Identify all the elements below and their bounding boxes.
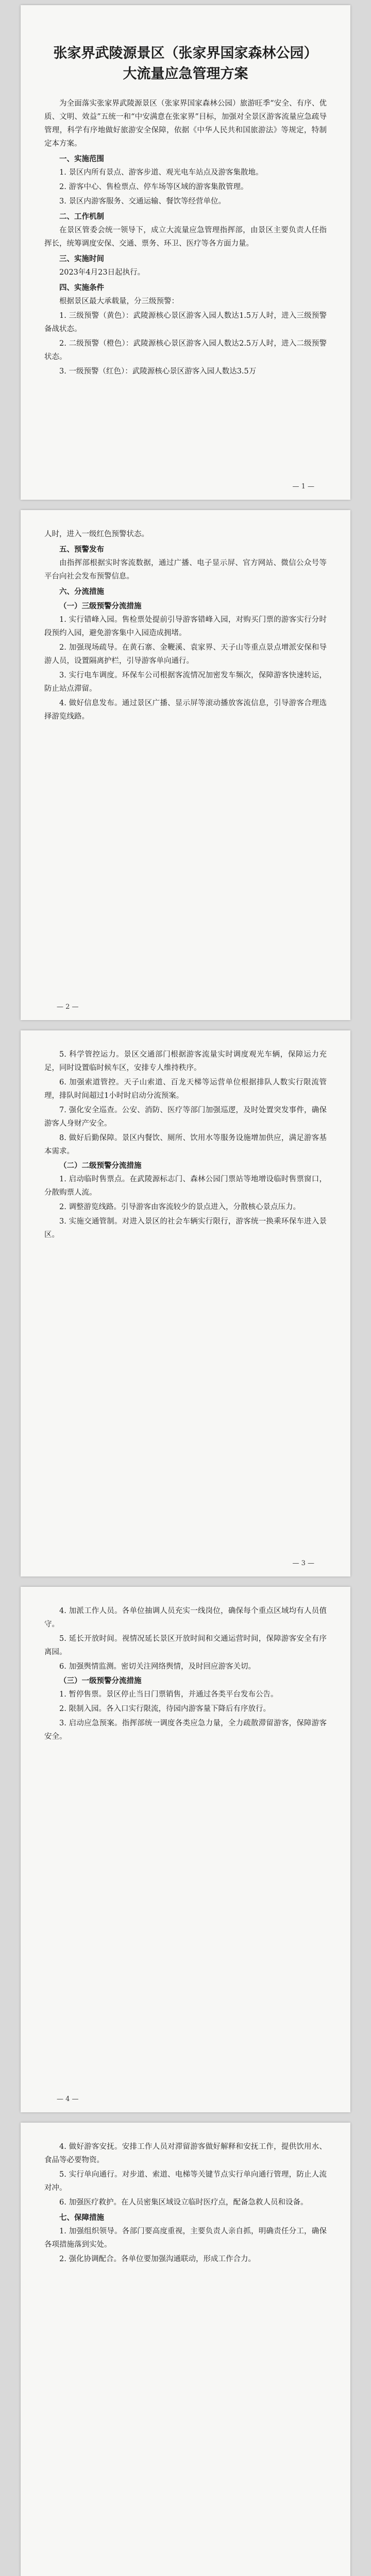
title-line-1: 张家界武陵源景区（张家界国家森林公园） (53, 45, 318, 61)
list-item: 3. 景区内游客服务、交通运输、餐饮等经营单位。 (59, 197, 226, 206)
time-paragraph: 2023年4月23日起执行。 (59, 268, 145, 277)
list-item: 6. 加强医疗救护。在人员密集区域设立临时医疗点，配备急救人员和设备。 (59, 2198, 308, 2207)
list-item: 4. 加派工作人员。各单位抽调人员充实一线岗位，确保每个重点区域均有人员值守。 (44, 1607, 327, 1629)
list-item: 1. 加强组织领导。各部门要高度重视，主要负责人亲自抓，明确责任分工，确保各项措施落到实处。 (44, 2227, 327, 2249)
list-item: 2. 调整游览线路。引导游客由客流较少的景点进入，分散核心景点压力。 (59, 1203, 300, 1211)
section-heading-time: 三、实施时间 (59, 255, 104, 263)
list-item: 2. 强化协调配合。各单位要加强沟通联动，形成工作合力。 (59, 2255, 256, 2263)
list-item: 2. 游客中心、售检票点、停车场等区域的游客集散管理。 (59, 183, 248, 191)
list-item: 1. 暂停售票。景区停止当日门票销售，并通过各类平台发布公告。 (59, 1690, 278, 1699)
page-number: — 4 — (57, 2095, 79, 2103)
document-page-5 (21, 2123, 350, 2576)
list-item: 1. 实行错峰入园。售检票处提前引导游客错峰入园，对购买门票的游客实行分时段预约入园，避免游客集中入园造成拥堵。 (44, 616, 327, 637)
document-page-4 (21, 1587, 350, 2112)
warning-release-paragraph: 由指挥部根据实时客流数据，通过广播、电子显示屏、官方网站、微信公众号等平台向社会发布预警信息。 (44, 559, 327, 581)
list-item: 6. 加强索道管控。天子山索道、百龙天梯等运营单位根据排队人数实行限流管理，排队时间超过1小时时启动分流预案。 (44, 1078, 327, 1100)
page-number: — 1 — (292, 483, 314, 490)
continued-text: 人时，进入一级红色预警状态。 (44, 530, 149, 538)
document-page-2 (21, 510, 350, 1020)
list-item: 2. 限制入园。各入口实行限流，待园内游客量下降后有序放行。 (59, 1705, 271, 1713)
list-item: 4. 做好游客安抚。安排工作人员对滞留游客做好解释和安抚工作，提供饮用水、食品等必要物资。 (44, 2143, 327, 2164)
list-item: 6. 加强舆情监测。密切关注网络舆情，及时回应游客关切。 (59, 1663, 256, 1671)
subsection-heading-level3: （一）三级预警分流措施 (59, 602, 142, 611)
list-item: 1. 启动临时售票点。在武陵源标志门、森林公园门票站等地增设临时售票窗口，分散购票人流。 (44, 1175, 327, 1197)
document-page-3 (21, 1030, 350, 1577)
list-item: 3. 实施交通管制。对进入景区的社会车辆实行限行，游客统一换乘环保车进入景区。 (44, 1217, 327, 1239)
section-heading-diversion: 六、分流措施 (59, 588, 104, 596)
section-heading-safeguards: 七、保障措施 (59, 2214, 104, 2222)
section-heading-warning: 四、实施条件 (59, 284, 104, 292)
list-item: 5. 延长开放时间。视情况延长景区开放时间和交通运营时间，保障游客安全有序离园。 (44, 1635, 327, 1656)
section-heading-scope: 一、实施范围 (59, 155, 104, 163)
list-item: 5. 科学管控运力。景区交通部门根据游客流量实时调度观光车辆，保障运力充足，同时设置临时候车区，安排专人维持秩序。 (44, 1050, 327, 1072)
intro-paragraph: 为全面落实张家界武陵源景区（张家界国家森林公园）旅游旺季“安全、有序、优质、文明、效益”五统一和“中安满意在张家界”目标，加强对全景区游客流量应急疏导管理，科学有序地做好旅游安全保障，依据《中华人民共和国旅游法》等规定，特制定本方案。 (44, 99, 327, 148)
list-item: 5. 实行单向通行。对步道、索道、电梯等关键节点实行单向通行管理，防止人流对冲。 (44, 2171, 327, 2192)
warning-intro: 根据景区最大承载量，分三级预警： (59, 297, 179, 306)
subsection-heading-level1: （三）一级预警分流措施 (59, 1676, 142, 1685)
document-page-1 (21, 5, 350, 500)
list-item: 7. 强化安全巡查。公安、消防、医疗等部门加强巡逻，及时处置突发事件，确保游客人身财产安全。 (44, 1106, 327, 1128)
list-item: 1. 景区内所有景点、游客步道、观光电车站点及游客集散地。 (59, 168, 263, 177)
page-number: — 3 — (292, 1560, 314, 1567)
section-heading-warning-release: 五、预警发布 (59, 546, 104, 554)
list-item: 8. 做好后勤保障。景区内餐饮、厕所、饮用水等服务设施增加供应，满足游客基本需求。 (44, 1134, 327, 1156)
page-number: — 2 — (57, 1003, 79, 1011)
subsection-heading-level2: （二）二级预警分流措施 (59, 1161, 142, 1170)
title-line-2: 大流量应急管理方案 (123, 66, 248, 82)
list-item: 2. 加强现场疏导。在黄石寨、金鞭溪、袁家界、天子山等重点景点增派安保和导游人员，设置隔离护栏，引导游客单向通行。 (44, 643, 327, 665)
mechanism-paragraph: 在景区管委会统一领导下，成立大流量应急管理指挥部，由景区主要负责人任指挥长，统筹调度安保、交通、票务、环卫、医疗等各方面力量。 (44, 226, 327, 248)
document-title (44, 43, 327, 84)
list-item: 2. 二级预警（橙色）：武陵源核心景区游客入园人数达2.5万人时，进入二级预警状态。 (44, 340, 327, 361)
list-item: 3. 实行电车调度。环保车公司根据客流情况加密发车频次，保障游客快速转运，防止站点滞留。 (44, 671, 327, 693)
list-item: 4. 做好信息发布。通过景区广播、显示屏等滚动播放客流信息，引导游客合理选择游览线路。 (44, 699, 327, 721)
list-item: 3. 一级预警（红色）：武陵源核心景区游客入园人数达3.5万 (59, 367, 257, 376)
list-item: 3. 启动应急预案。指挥部统一调度各类应急力量，全力疏散滞留游客，保障游客安全。 (44, 1719, 327, 1741)
list-item: 1. 三级预警（黄色）：武陵源核心景区游客入园人数达1.5万人时，进入三级预警备战状态。 (44, 312, 327, 333)
section-heading-mechanism: 二、工作机制 (59, 213, 104, 221)
